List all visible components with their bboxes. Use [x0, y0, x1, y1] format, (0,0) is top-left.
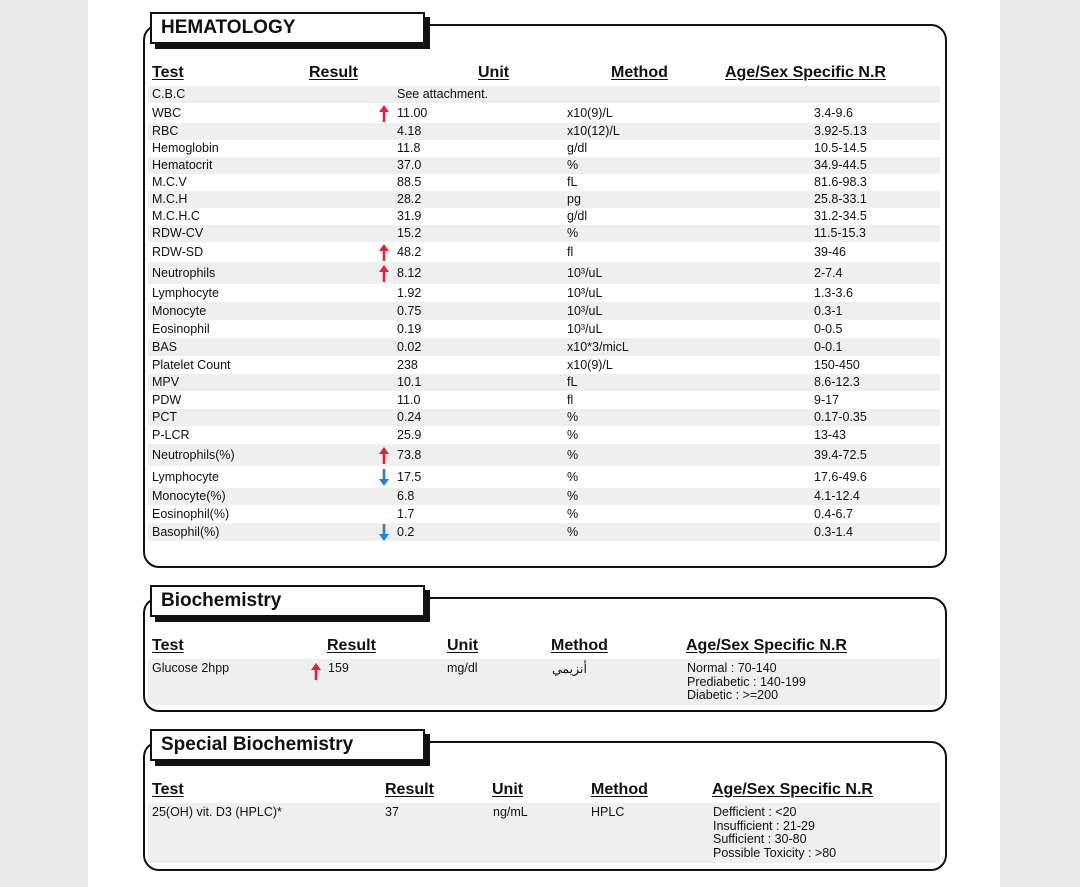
test-unit: %: [567, 525, 579, 539]
test-result: 10.1: [397, 375, 422, 389]
test-unit: 10³/uL: [567, 286, 603, 300]
test-unit: x10*3/micL: [567, 340, 629, 354]
test-name: Eosinophil(%): [152, 507, 230, 521]
test-unit: %: [567, 410, 579, 424]
test-reference-range: 39-46: [814, 245, 846, 259]
test-result: 4.18: [397, 124, 422, 138]
test-reference-range: 3.4-9.6: [814, 106, 853, 120]
bio-nr-line: Diabetic : >=200: [687, 688, 779, 702]
test-reference-range: 81.6-98.3: [814, 175, 867, 189]
hematology-row: [148, 302, 940, 320]
test-result: 48.2: [397, 245, 422, 259]
high-flag-arrow-up-icon: [378, 242, 390, 262]
test-unit: x10(12)/L: [567, 124, 620, 138]
high-flag-arrow-up-icon: [378, 103, 390, 123]
test-reference-range: 8.6-12.3: [814, 375, 860, 389]
test-reference-range: 25.8-33.1: [814, 192, 867, 206]
sb-method: HPLC: [591, 805, 625, 819]
test-unit: x10(9)/L: [567, 358, 613, 372]
test-reference-range: 0.3-1.4: [814, 525, 853, 539]
test-result: 0.75: [397, 304, 422, 318]
test-reference-range: 0.17-0.35: [814, 410, 867, 424]
biochemistry-title: Biochemistry: [150, 585, 425, 617]
test-name: Lymphocyte: [152, 470, 219, 484]
test-name: Monocyte(%): [152, 489, 226, 503]
hema-header-nr: Age/Sex Specific N.R: [725, 64, 886, 81]
hematology-row: [148, 103, 940, 123]
hematology-row: [148, 356, 940, 374]
sb-nr-line: Insufficient : 21-29: [713, 818, 815, 833]
hema-header-unit: Unit: [478, 64, 510, 81]
test-result: 1.92: [397, 286, 422, 300]
test-unit: 10³/uL: [567, 266, 603, 280]
test-result: 73.8: [397, 448, 422, 462]
hematology-row: [148, 123, 940, 140]
hematology-row: [148, 140, 940, 157]
sb-test: 25(OH) vit. D3 (HPLC)*: [152, 805, 282, 819]
test-unit: fl: [567, 245, 574, 259]
bio-unit: mg/dl: [447, 661, 478, 675]
test-name: Monocyte: [152, 304, 207, 318]
test-name: Hematocrit: [152, 158, 213, 172]
bio-result: 159: [328, 661, 349, 675]
test-name: M.C.V: [152, 175, 187, 189]
test-name: Eosinophil: [152, 322, 210, 336]
bio-header-test: Test: [152, 637, 184, 654]
test-name: RDW-SD: [152, 245, 204, 259]
test-reference-range: 11.5-15.3: [814, 226, 866, 240]
test-reference-range: 150-450: [814, 358, 860, 372]
hematology-row: [148, 488, 940, 505]
test-result: 11.0: [397, 393, 421, 407]
hematology-row: [148, 284, 940, 302]
test-unit: %: [567, 489, 579, 503]
bio-flag-high-icon: [310, 661, 322, 681]
bio-header-result: Result: [327, 637, 376, 654]
test-name: M.C.H: [152, 192, 188, 206]
test-name: RDW-CV: [152, 226, 204, 240]
low-flag-arrow-down-icon: [378, 466, 390, 488]
test-reference-range: 2-7.4: [814, 266, 843, 280]
test-result: 37.0: [397, 158, 422, 172]
test-reference-range: 0-0.1: [814, 340, 843, 354]
test-name: Hemoglobin: [152, 141, 219, 155]
test-name: Lymphocyte: [152, 286, 219, 300]
test-name: Neutrophils: [152, 266, 216, 280]
test-result: 6.8: [397, 489, 415, 503]
bio-reference-ranges: [687, 662, 806, 703]
test-name: Basophil(%): [152, 525, 220, 539]
hematology-row: [148, 409, 940, 426]
test-result: 238: [397, 358, 418, 372]
hematology-row: [148, 157, 940, 174]
test-result: 88.5: [397, 175, 422, 189]
hematology-row: [148, 523, 940, 541]
test-unit: fL: [567, 375, 578, 389]
bio-header-method: Method: [551, 637, 608, 654]
bio-header-unit: Unit: [447, 637, 479, 654]
test-reference-range: 0-0.5: [814, 322, 843, 336]
sb-header-unit: Unit: [492, 781, 524, 798]
test-unit: 10³/uL: [567, 304, 603, 318]
test-unit: fL: [567, 175, 578, 189]
hematology-row: [148, 505, 940, 523]
test-name: P-LCR: [152, 428, 190, 442]
hematology-title: HEMATOLOGY: [150, 12, 425, 44]
test-unit: %: [567, 448, 579, 462]
hematology-row: [148, 225, 940, 242]
test-reference-range: 31.2-34.5: [814, 209, 867, 223]
hematology-row: [148, 262, 940, 284]
test-unit: %: [567, 226, 579, 240]
test-name: BAS: [152, 340, 178, 354]
hematology-row: [148, 466, 940, 488]
test-reference-range: 1.3-3.6: [814, 286, 853, 300]
test-result: 0.2: [397, 525, 415, 539]
test-reference-range: 17.6-49.6: [814, 470, 867, 484]
hematology-row: [148, 444, 940, 466]
test-name: RBC: [152, 124, 179, 138]
test-name: Platelet Count: [152, 358, 231, 372]
hematology-row: [148, 374, 940, 391]
sb-nr-line: Possible Toxicity : >80: [713, 845, 837, 860]
test-unit: %: [567, 470, 579, 484]
test-name: Neutrophils(%): [152, 448, 235, 462]
test-name: WBC: [152, 106, 182, 120]
hematology-row: [148, 242, 940, 262]
test-result: 11.8: [397, 141, 421, 155]
test-name: M.C.H.C: [152, 209, 200, 223]
high-flag-arrow-up-icon: [378, 262, 390, 284]
hematology-row: [148, 338, 940, 356]
report-page: [88, 0, 1000, 887]
sb-reference-ranges: [713, 806, 836, 860]
sb-nr-line: Defficient : <20: [713, 805, 797, 819]
test-result: 17.5: [397, 470, 422, 484]
test-result: 1.7: [397, 507, 415, 521]
special-biochemistry-title: Special Biochemistry: [150, 729, 425, 761]
test-name: C.B.C: [152, 87, 186, 101]
hematology-row: [148, 174, 940, 191]
test-reference-range: 10.5-14.5: [814, 141, 867, 155]
test-result: 28.2: [397, 192, 422, 206]
test-reference-range: 9-17: [814, 393, 840, 407]
test-unit: pg: [567, 192, 581, 206]
test-result: See attachment.: [397, 87, 489, 101]
bio-nr-line: Prediabetic : 140-199: [687, 674, 806, 689]
test-reference-range: 0.4-6.7: [814, 507, 853, 521]
test-reference-range: 34.9-44.5: [814, 158, 867, 172]
bio-nr-line: Normal : 70-140: [687, 661, 777, 675]
test-unit: g/dl: [567, 209, 588, 223]
test-result: 0.19: [397, 322, 422, 336]
test-reference-range: 3.92-5.13: [814, 124, 867, 138]
sb-header-method: Method: [591, 781, 648, 798]
test-unit: fl: [567, 393, 574, 407]
sb-header-test: Test: [152, 781, 184, 798]
test-result: 0.24: [397, 410, 422, 424]
hema-header-result: Result: [309, 64, 358, 81]
test-reference-range: 4.1-12.4: [814, 489, 860, 503]
sb-result: 37: [385, 805, 399, 819]
biochemistry-row: [148, 659, 940, 705]
test-result: 0.02: [397, 340, 422, 354]
low-flag-arrow-down-icon: [378, 523, 390, 541]
sb-header-result: Result: [385, 781, 434, 798]
hema-header-method: Method: [611, 64, 668, 81]
hema-header-test: Test: [152, 64, 184, 81]
test-result: 15.2: [397, 226, 422, 240]
hematology-row: [148, 191, 940, 208]
bio-test: Glucose 2hpp: [152, 661, 230, 675]
hematology-row: [148, 426, 940, 444]
test-name: PCT: [152, 410, 177, 424]
hematology-row: [148, 86, 940, 103]
test-reference-range: 0.3-1: [814, 304, 843, 318]
test-reference-range: 13-43: [814, 428, 846, 442]
sb-nr-line: Sufficient : 30-80: [713, 832, 807, 846]
test-result: 11.00: [397, 106, 428, 120]
sb-unit: ng/mL: [493, 805, 528, 819]
test-result: 25.9: [397, 428, 422, 442]
bio-header-nr: Age/Sex Specific N.R: [686, 637, 847, 654]
test-reference-range: 39.4-72.5: [814, 448, 867, 462]
test-unit: g/dl: [567, 141, 588, 155]
hematology-row: [148, 208, 940, 225]
sb-header-nr: Age/Sex Specific N.R: [712, 781, 873, 798]
hematology-row: [148, 391, 940, 409]
test-name: PDW: [152, 393, 182, 407]
test-result: 31.9: [397, 209, 422, 223]
test-unit: x10(9)/L: [567, 106, 613, 120]
test-unit: 10³/uL: [567, 322, 603, 336]
test-unit: %: [567, 158, 579, 172]
special-biochemistry-row: [148, 803, 940, 863]
high-flag-arrow-up-icon: [378, 444, 390, 466]
test-unit: %: [567, 507, 579, 521]
hematology-row: [148, 320, 940, 338]
test-result: 8.12: [397, 266, 422, 280]
hematology-table: [148, 86, 940, 558]
bio-method: أنزيمي: [552, 662, 587, 676]
test-name: MPV: [152, 375, 180, 389]
test-unit: %: [567, 428, 579, 442]
